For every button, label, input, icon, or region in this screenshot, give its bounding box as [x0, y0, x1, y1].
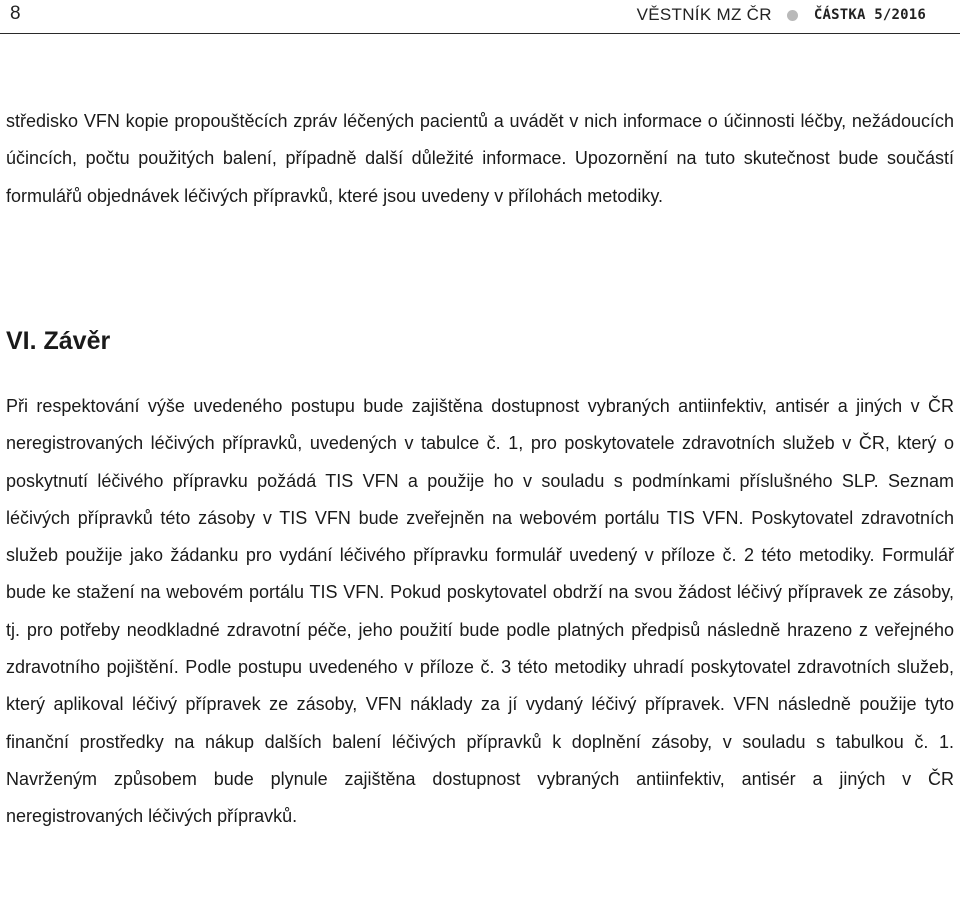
bullet-dot-icon — [787, 10, 798, 21]
body-paragraph-1: středisko VFN kopie propouštěcích zpráv léčených pacientů a uvádět v nich informace o účinnosti léčby, nežádoucích účincích, počtu použitých balení, případně další důležité informace. Upozornění na tuto skutečnost bude součástí formulářů objednávek léčivých přípravků, které jsou uvedeny v přílohách metodiky. — [6, 111, 954, 206]
page-number: 8 — [10, 3, 21, 24]
journal-title: VĚSTNÍK MZ ČR — [636, 5, 772, 24]
body-paragraph-2: Při respektování výše uvedeného postupu bude zajištěna dostupnost vybraných antiinfektiv, antisér a jiných v ČR neregistrovaných léčivých přípravků, uvedených v tabulce č. 1, pro poskytovatele zdravotních služeb v ČR, který o poskytnutí léčivého přípravku požádá TIS VFN a použije ho v souladu s podmínkami příslušného SLP. Seznam léčivých přípravků této zásoby v TIS VFN bude zveřejněn na webovém portálu TIS VFN. Poskytovatel zdravotních služeb použije jako žádanku pro vydání léčivého přípravku formulář uvedený v příloze č. 2 této metodiky. Formulář bude ke stažení na webovém portálu TIS VFN. Pokud poskytovatel obdrží na svou žádost léčivý přípravek ze zásoby, tj. pro potřeby neodkladné zdravotní péče, jeho použití bude podle platných předpisů následně hrazeno z veřejného zdravotního pojištění. Podle postupu uvedeného v příloze č. 3 této metodiky uhradí poskytovatel zdravotních služeb, který aplikoval léčivý přípravek ze zásoby, VFN náklady za jí vydaný léčivý přípravek. VFN následně použije tyto finanční prostředky na nákup dalších balení léčivých přípravků k doplnění zásoby, v souladu s tabulkou č. 1. Navrženým způsobem bude plynule zajištěna dostupnost vybraných antiinfektiv, antisér a jiných v ČR neregistrovaných léčivých přípravků. — [6, 396, 954, 827]
running-head — [637, 4, 926, 26]
header-divider — [0, 33, 960, 34]
issue-label: ČÁSTKA 5/2016 — [813, 7, 926, 23]
section-heading: VI. Závěr — [6, 327, 111, 355]
